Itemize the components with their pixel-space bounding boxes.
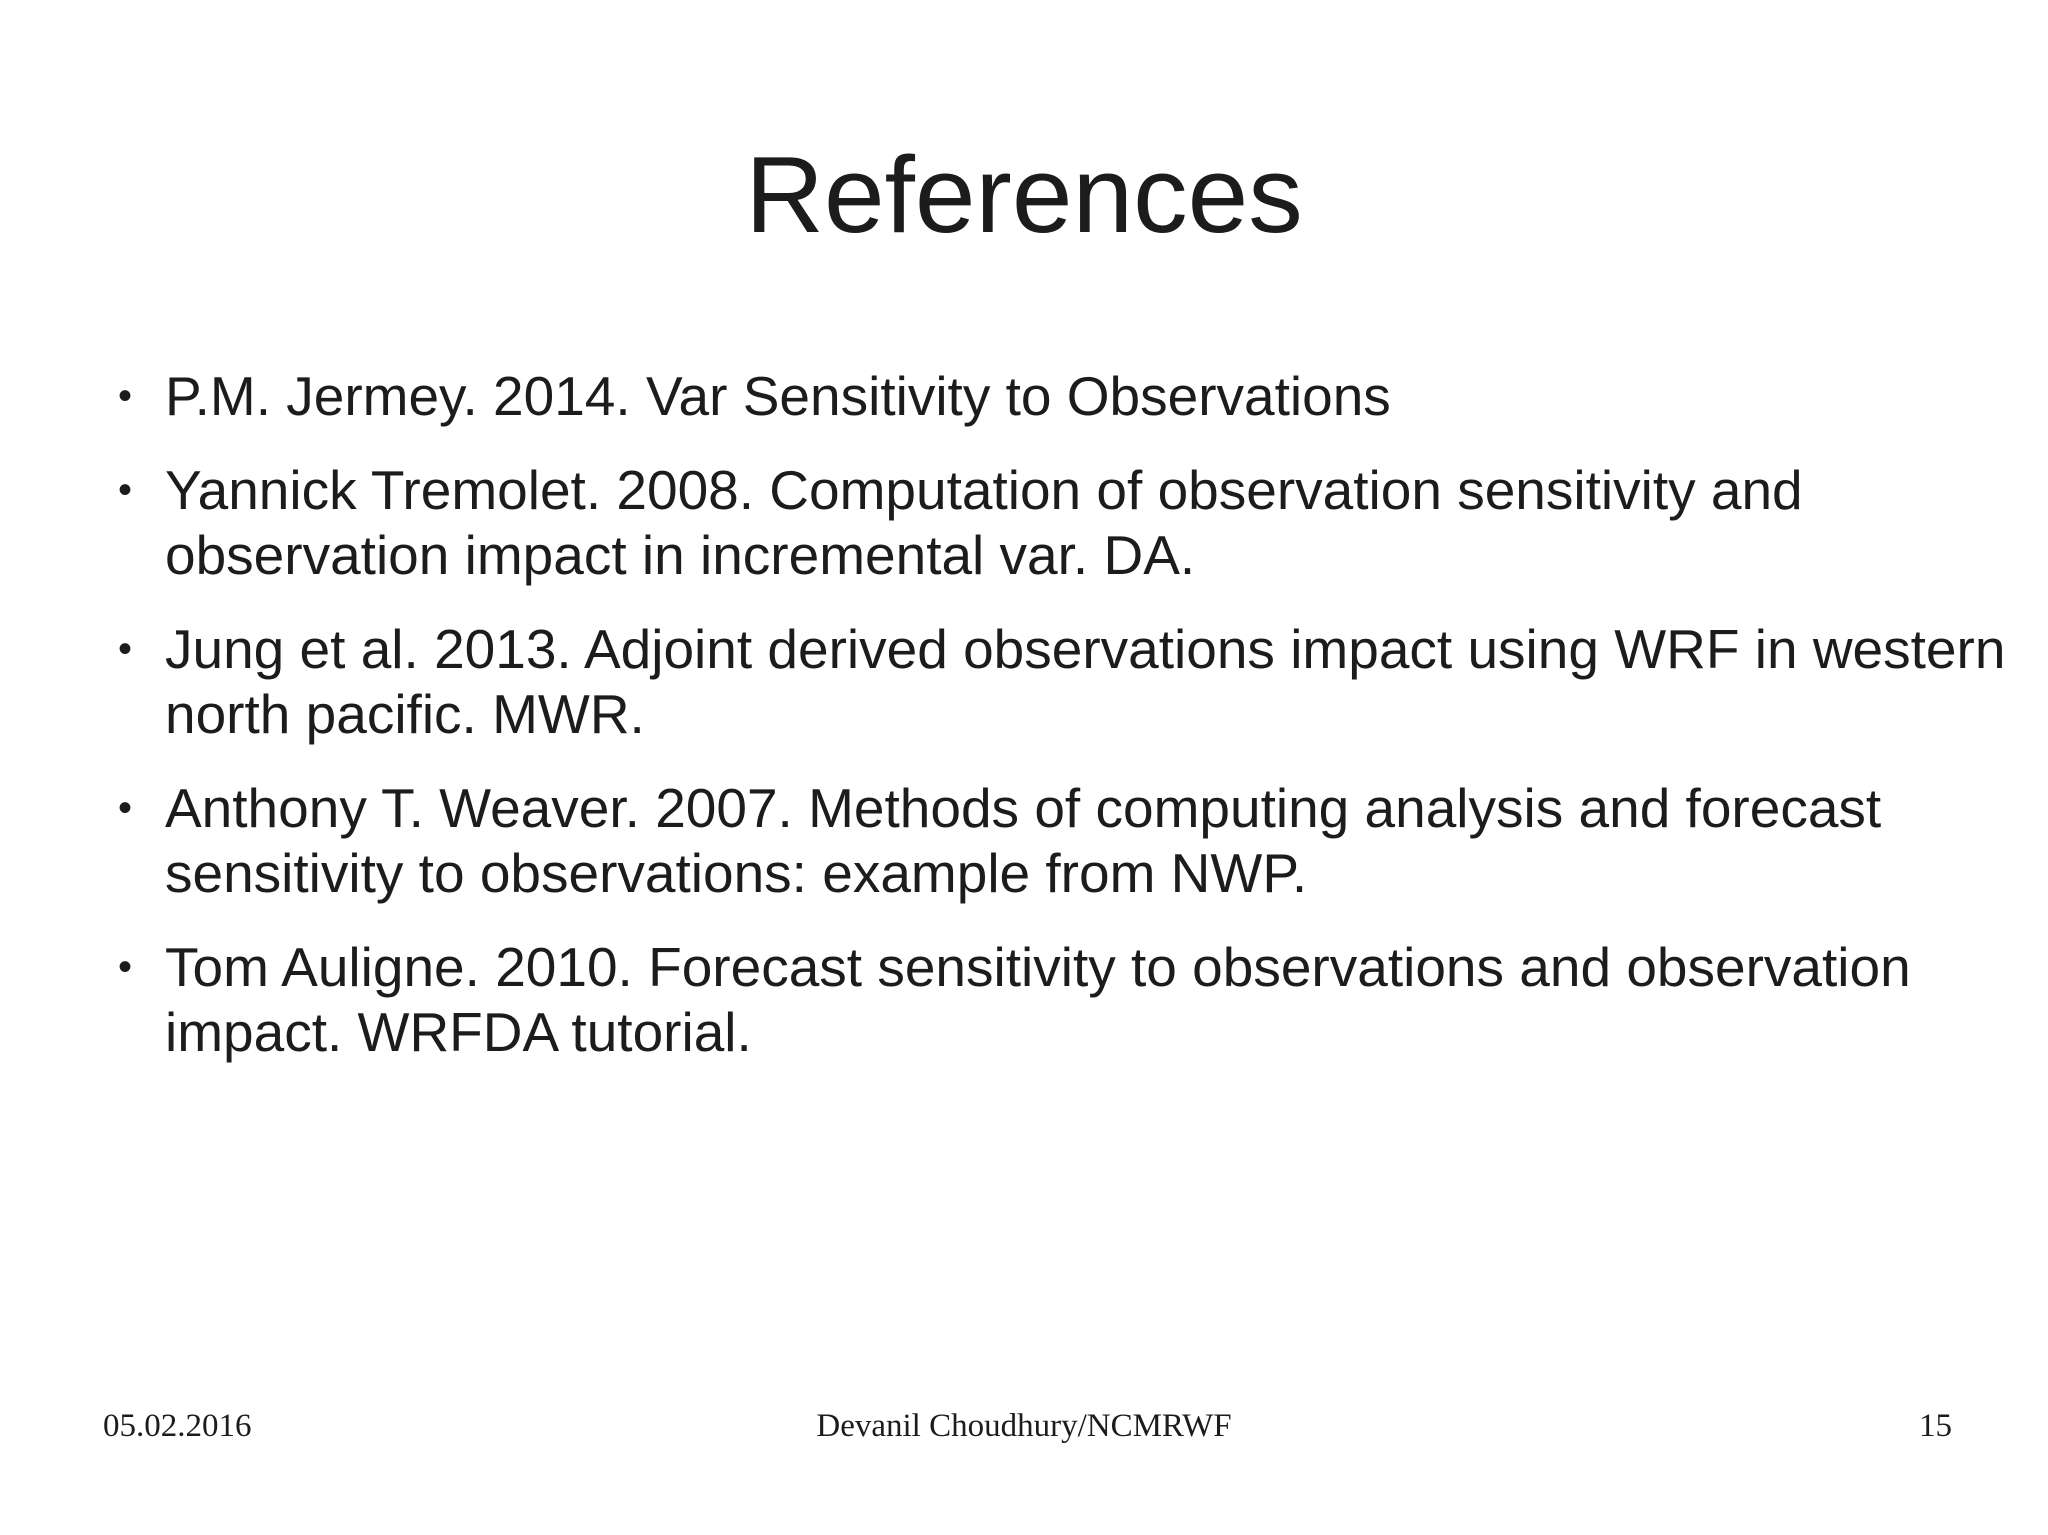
references-list xyxy=(0,364,2048,1094)
bullet-icon: • xyxy=(118,374,133,418)
reference-text: Anthony T. Weaver. 2007. Methods of computing analysis and forecast sensitivity to observations: example from NWP. xyxy=(165,777,1882,904)
bullet-icon: • xyxy=(118,468,133,512)
reference-item xyxy=(0,776,2048,906)
bullet-icon: • xyxy=(118,786,133,830)
reference-text: Tom Auligne. 2010. Forecast sensitivity to observations and observation impact. WRFDA tutorial. xyxy=(165,936,1911,1063)
page-number: 15 xyxy=(1919,1408,1952,1444)
slide-title: References xyxy=(745,134,1303,256)
footer-date: 05.02.2016 xyxy=(103,1408,252,1444)
reference-item xyxy=(0,617,2048,747)
reference-item xyxy=(0,935,2048,1065)
reference-item xyxy=(0,458,2048,588)
reference-text: P.M. Jermey. 2014. Var Sensitivity to Observations xyxy=(165,365,1391,427)
reference-item xyxy=(0,364,2048,429)
reference-text: Yannick Tremolet. 2008. Computation of observation sensitivity and observation impact in incremental var. DA. xyxy=(165,459,1803,586)
bullet-icon: • xyxy=(118,627,133,671)
reference-text: Jung et al. 2013. Adjoint derived observations impact using WRF in western north pacific. MWR. xyxy=(165,618,2006,745)
footer-author: Devanil Choudhury/NCMRWF xyxy=(816,1408,1232,1444)
bullet-icon: • xyxy=(118,945,133,989)
